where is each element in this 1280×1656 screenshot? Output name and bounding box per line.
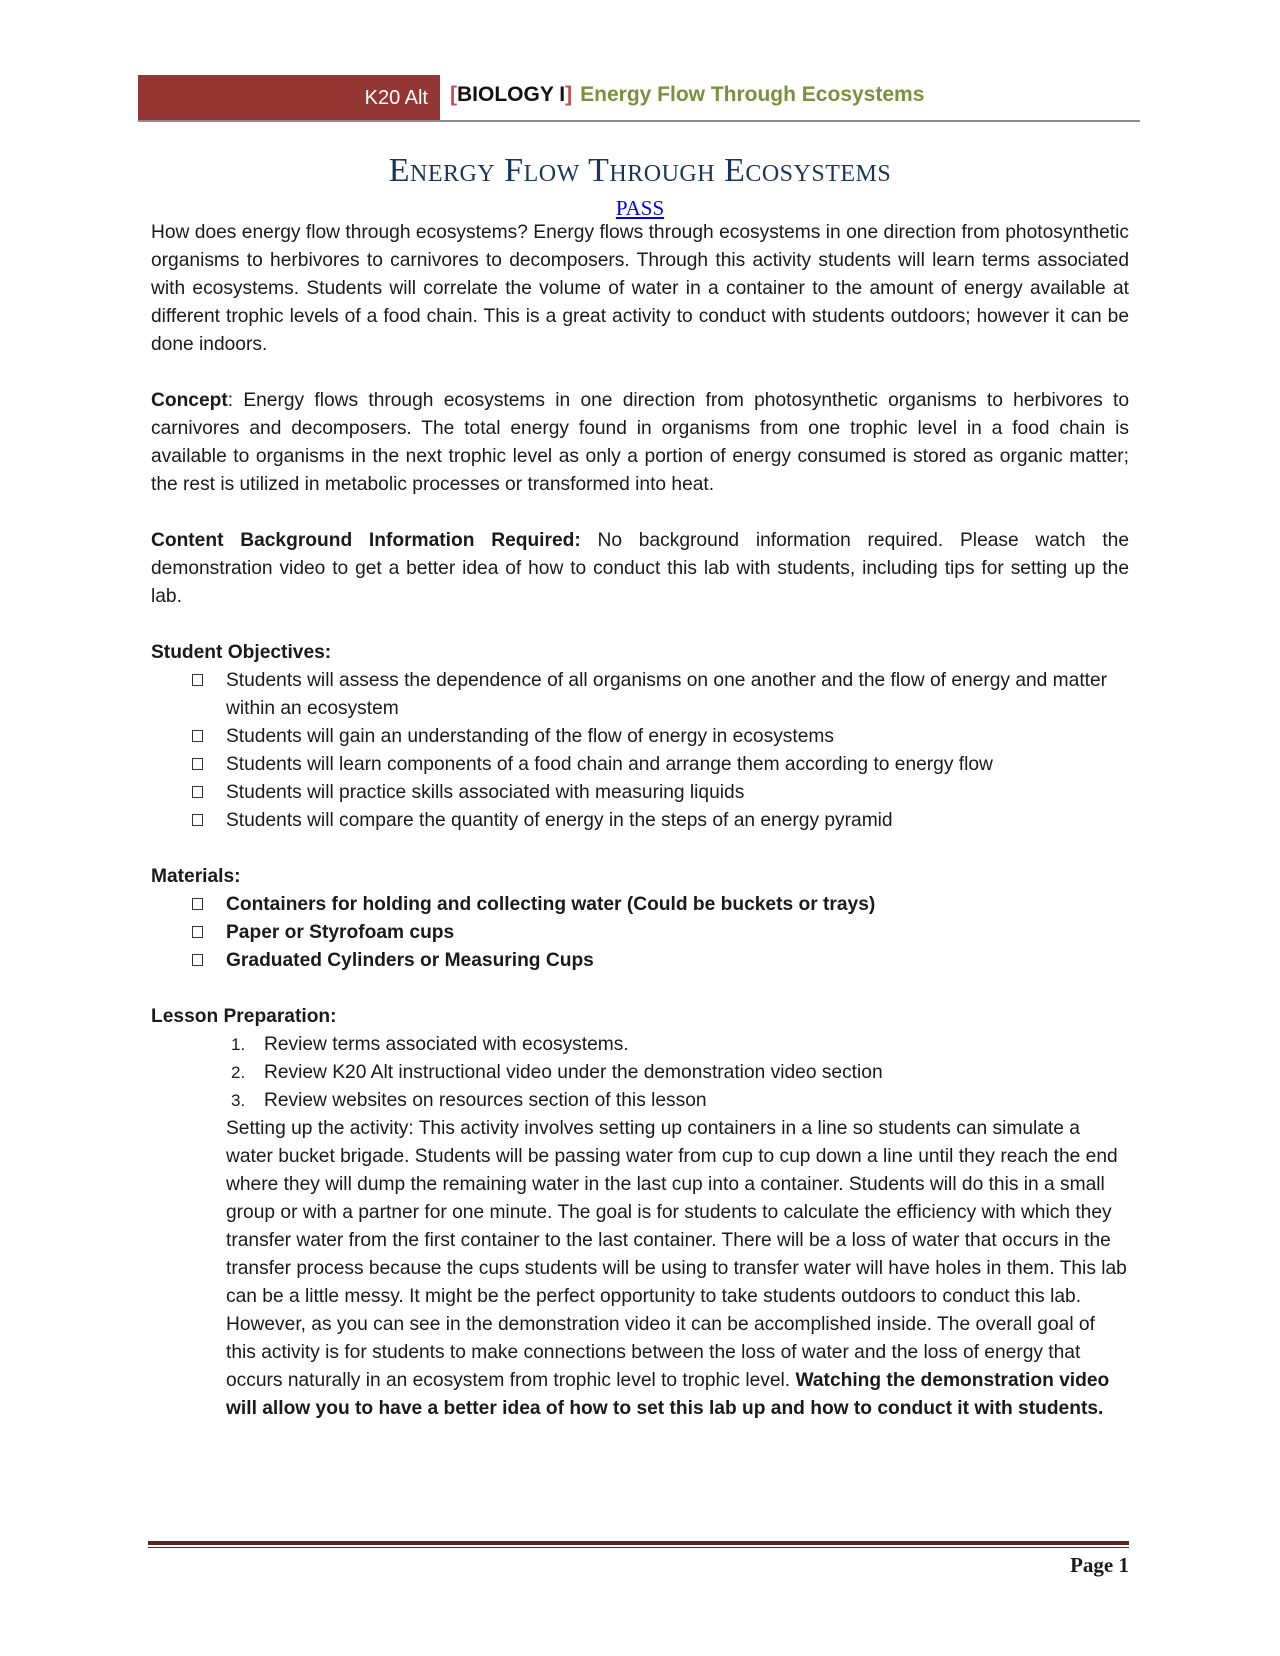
objectives-heading: Student Objectives: (151, 642, 332, 663)
course-name: BIOLOGY I (457, 83, 566, 106)
step-text: Review terms associated with ecosystems. (264, 1034, 629, 1055)
footer-rule (148, 1541, 1129, 1545)
concept-label: Concept (151, 390, 228, 411)
background-label: Content Background Information Required: (151, 530, 581, 551)
step-number: 1. (231, 1035, 246, 1054)
materials-heading: Materials: (151, 866, 241, 887)
checkbox-icon (192, 926, 203, 938)
list-item (151, 1031, 1129, 1059)
checkbox-icon (192, 898, 203, 910)
objective-text: Students will practice skills associated with measuring liquids (226, 782, 745, 803)
setup-paragraph (226, 1115, 1129, 1423)
checkbox-icon (192, 674, 203, 686)
checkbox-icon (192, 954, 203, 966)
bracket-open: [ (450, 83, 457, 106)
list-item (151, 751, 1129, 779)
intro-paragraph: How does energy flow through ecosystems? Energy flows through ecosystems in one direction from photosynthetic organisms to herbivores to carnivores to decomposers. Through this activity students will learn terms associated with ecosystems. Students will correlate the volume of water in a container to the amount of energy available at different trophic levels of a food chain. This is a great activity to conduct with students outdoors; however it can be done indoors. (151, 222, 1129, 355)
objective-text: Students will assess the dependence of all organisms on one another and the flow of energy and matter within an ecosystem (226, 670, 1108, 719)
list-item (151, 947, 1129, 975)
bracket-close: ] (565, 83, 573, 106)
page-header (138, 75, 1140, 122)
list-item (151, 807, 1129, 835)
header-rule (138, 120, 1140, 122)
checkbox-icon (192, 758, 203, 770)
preparation-steps (151, 1031, 1129, 1115)
material-text: Paper or Styrofoam cups (226, 922, 455, 943)
footer-rule-thin (148, 1547, 1129, 1548)
setup-text: Setting up the activity: This activity involves setting up containers in a line so students can simulate a water bucket brigade. Students will be passing water from cup to cup down a line until they reach the end where they will dump the remaining water in the last cup into a container. Students will do this in a small group or with a partner for one minute. The goal is for students to calculate the efficiency with which they transfer water from the first container to the last container. There will be a loss of water that occurs in the transfer process because the cups students will be using to transfer water will have holes in them. This lab can be a little messy. It might be the perfect opportunity to take students outdoors to conduct this lab. However, as you can see in the demonstration video it can be accomplished inside. The overall goal of this activity is for students to make connections between the loss of water and the loss of energy that occurs naturally in an ecosystem from trophic level to trophic level. (226, 1118, 1127, 1391)
pass-link[interactable]: PASS (615, 196, 665, 220)
header-title (450, 83, 924, 107)
document-body (151, 219, 1129, 1423)
list-item (151, 667, 1129, 723)
page-number: Page 1 (1070, 1553, 1129, 1577)
setup-bold-text: Watching the demonstration video will allow you to have a better idea of how to set this lab up and how to conduct it with students. (226, 1370, 1110, 1419)
list-item (151, 1087, 1129, 1115)
header-tag: K20 Alt (138, 75, 440, 121)
objective-text: Students will learn components of a food chain and arrange them according to energy flow (226, 754, 993, 775)
materials-list (151, 891, 1129, 975)
background-paragraph (151, 527, 1129, 611)
step-number: 2. (231, 1063, 246, 1082)
checkbox-icon (192, 730, 203, 742)
list-item (151, 919, 1129, 947)
list-item (151, 891, 1129, 919)
list-item (151, 779, 1129, 807)
checkbox-icon (192, 814, 203, 826)
list-item (151, 1059, 1129, 1087)
step-number: 3. (231, 1091, 246, 1110)
list-item (151, 723, 1129, 751)
material-text: Graduated Cylinders or Measuring Cups (226, 950, 594, 971)
step-text: Review websites on resources section of this lesson (264, 1090, 707, 1111)
preparation-heading: Lesson Preparation: (151, 1006, 337, 1027)
background-text: No background information required. Please watch the demonstration video to get a better idea of how to conduct this lab with students, including tips for setting up the lab. (151, 530, 1129, 607)
objectives-list (151, 667, 1129, 835)
concept-paragraph (151, 387, 1129, 499)
objective-text: Students will gain an understanding of the flow of energy in ecosystems (226, 726, 834, 747)
concept-text: : Energy flows through ecosystems in one direction from photosynthetic organisms to herbivores to carnivores and decomposers. The total energy found in organisms from one trophic level in a food chain is available to organisms in the next trophic level as only a portion of energy consumed is stored as organic matter; the rest is utilized in metabolic processes or transformed into heat. (151, 390, 1129, 495)
checkbox-icon (192, 786, 203, 798)
objective-text: Students will compare the quantity of energy in the steps of an energy pyramid (226, 810, 893, 831)
step-text: Review K20 Alt instructional video under the demonstration video section (264, 1062, 883, 1083)
subject-name: Energy Flow Through Ecosystems (580, 83, 925, 106)
document-title: Energy Flow Through Ecosystems (388, 152, 892, 189)
material-text: Containers for holding and collecting water (Could be buckets or trays) (226, 894, 876, 915)
